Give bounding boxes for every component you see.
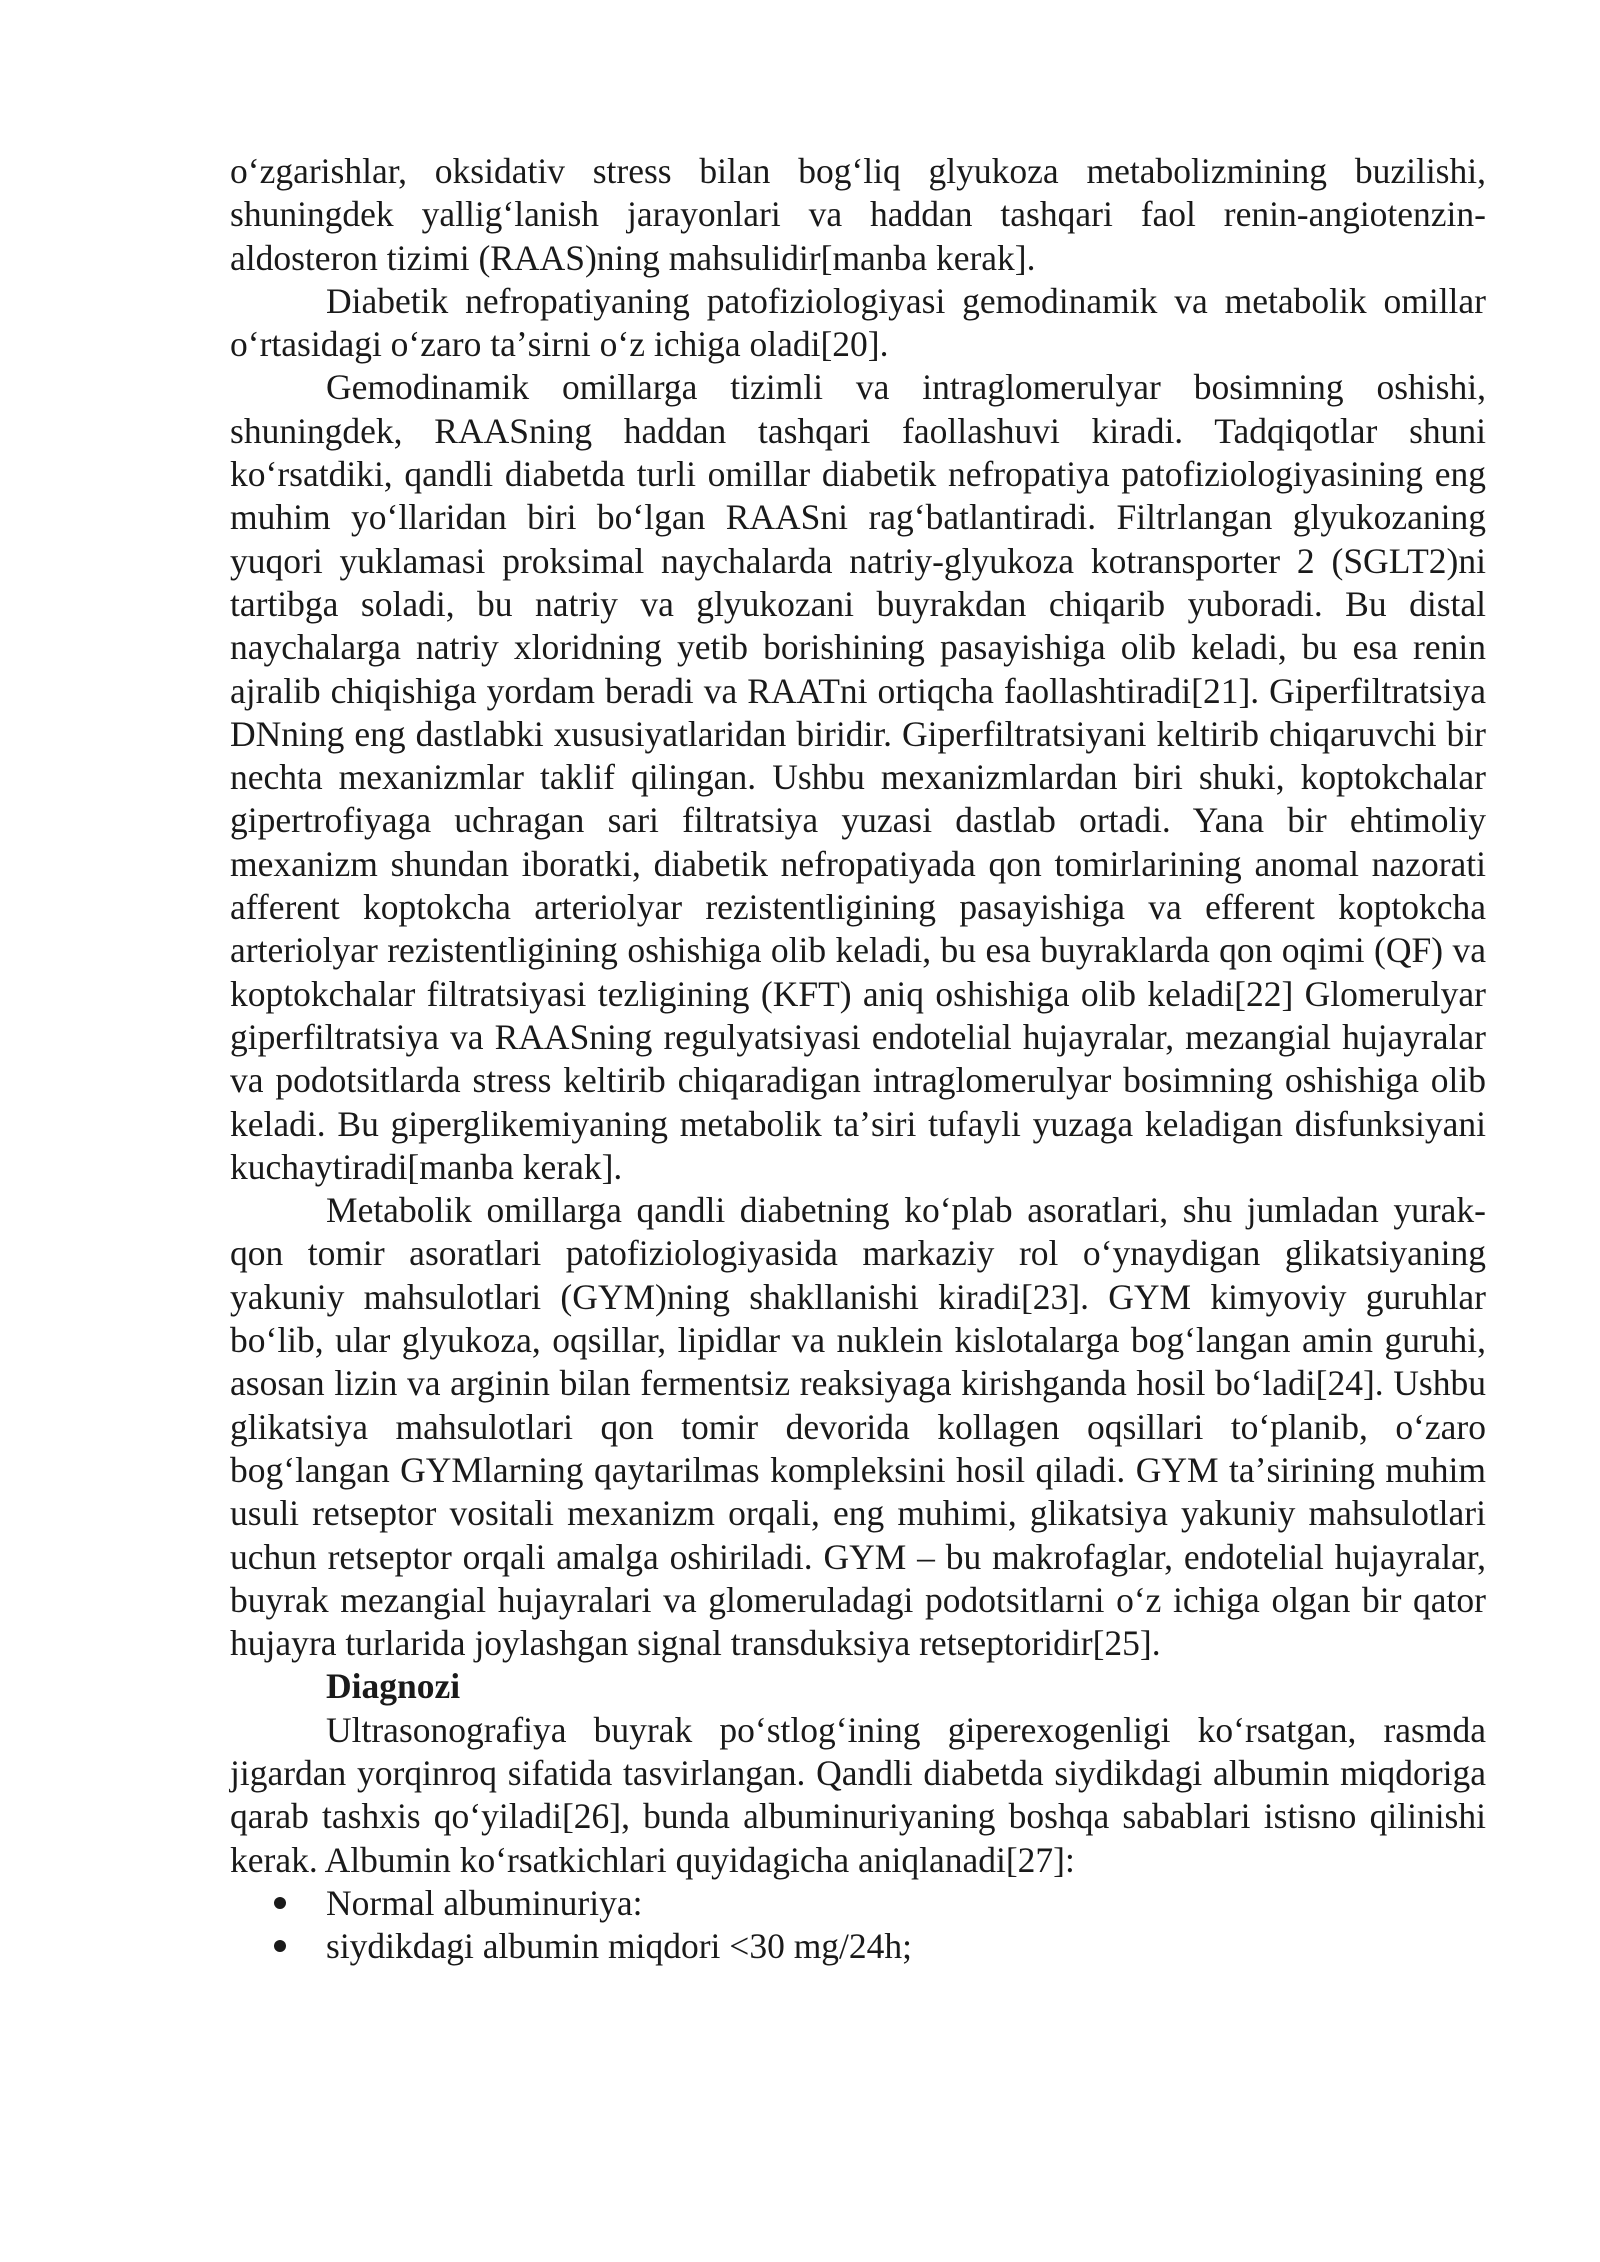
document-page [230,150,1486,1968]
list-item-text: siydikdagi albumin miqdori <30 mg/24h; [326,1926,913,1967]
paragraph-metabolic-factors: Metabolik omillarga qandli diabetning koʻplab asoratlari, shu jumladan yurak-qon tomir asoratlari patofiziologiyasida markaziy rol oʻynaydigan glikatsiyaning yakuniy mahsulotlari (GYM)ning shakllanishi kiradi[23]. GYM kimyoviy guruhlar boʻlib, ular glyukoza, oqsillar, lipidlar va nuklein kislotalarga bogʻlangan amin guruhi, asosan lizin va arginin bilan fermentsiz reaksiyaga kirishganda hosil boʻladi[24]. Ushbu glikatsiya mahsulotlari qon tomir devorida kollagen oqsillari toʻplanib, oʻzaro bogʻlangan GYMlarning qaytarilmas kompleksini hosil qiladi. GYM taʼsirining muhim usuli retseptor vositali mexanizm orqali, eng muhimi, glikatsiya yakuniy mahsulotlari uchun retseptor orqali amalga oshiriladi. GYM – bu makrofaglar, endotelial hujayralar, buyrak mezangial hujayralari va glomeruladagi podotsitlarni oʻz ichiga olgan bir qator hujayra turlarida joylashgan signal transduksiya retseptoridir[25]. [230,1190,1486,1664]
paragraph-pathophysiology-intro: Diabetik nefropatiyaning patofiziologiyasi gemodinamik va metabolik omillar oʻrtasidagi oʻzaro taʼsirni oʻz ichiga oladi[20]. [230,280,1486,365]
list-item [230,1925,1486,1968]
list-item-text: Normal albuminuriya: [326,1882,643,1923]
bullet-list [230,1882,1486,1969]
list-item [230,1882,1486,1925]
bullet-icon [274,1897,286,1909]
section-heading-diagnosis: Diagnozi [326,1666,461,1707]
paragraph-continuation: oʻzgarishlar, oksidativ stress bilan bogʻliq glyukoza metabolizmining buzilishi, shuningdek yalligʻlanish jarayonlari va haddan tashqari faol renin-angiotenzin-aldosteron tizimi (RAAS)ning mahsulidir[manba kerak]. [230,151,1486,278]
bullet-icon [274,1940,286,1952]
paragraph-hemodynamic-factors: Gemodinamik omillarga tizimli va intraglomerulyar bosimning oshishi, shuningdek, RAASning haddan tashqari faollashuvi kiradi. Tadqiqotlar shuni koʻrsatdiki, qandli diabetda turli omillar diabetik nefropatiya patofiziologiyasining eng muhim yoʻllaridan biri boʻlgan RAASni ragʻbatlantiradi. Filtrlangan glyukozaning yuqori yuklamasi proksimal naychalarda natriy-glyukoza kotransporter 2 (SGLT2)ni tartibga soladi, bu natriy va glyukozani buyrakdan chiqarib yuboradi. Bu distal naychalarga natriy xloridning yetib borishining pasayishiga olib keladi, bu esa renin ajralib chiqishiga yordam beradi va RAATni ortiqcha faollashtiradi[21]. Giperfiltratsiya DNning eng dastlabki xususiyatlaridan biridir. Giperfiltratsiyani keltirib chiqaruvchi bir nechta mexanizmlar taklif qilingan. Ushbu mexanizmlardan biri shuki, koptokchalar gipertrofiyaga uchragan sari filtratsiya yuzasi dastlab ortadi. Yana bir ehtimoliy mexanizm shundan iboratki, diabetik nefropatiyada qon tomirlarining anomal nazorati afferent koptokcha arteriolyar rezistentligining pasayishiga va efferent koptokcha arteriolyar rezistentligining oshishiga olib keladi, bu esa buyraklarda qon oqimi (QF) va koptokchalar filtratsiyasi tezligining (KFT) aniq oshishiga olib keladi[22] Glomerulyar giperfiltratsiya va RAASning regulyatsiyasi endotelial hujayralar, mezangial hujayralar va podotsitlarda stress keltirib chiqaradigan intraglomerulyar bosimning oshishiga olib keladi. Bu giperglikemiyaning metabolik taʼsiri tufayli yuzaga keladigan disfunksiyani kuchaytiradi[manba kerak]. [230,367,1486,1187]
paragraph-diagnosis: Ultrasonografiya buyrak poʻstlogʻining giperexogenligi koʻrsatgan, rasmda jigardan yorqinroq sifatida tasvirlangan. Qandli diabetda siydikdagi albumin miqdoriga qarab tashxis qoʻyiladi[26], bunda albuminuriyaning boshqa sabablari istisno qilinishi kerak. Albumin koʻrsatkichlari quyidagicha aniqlanadi[27]: [230,1709,1486,1880]
